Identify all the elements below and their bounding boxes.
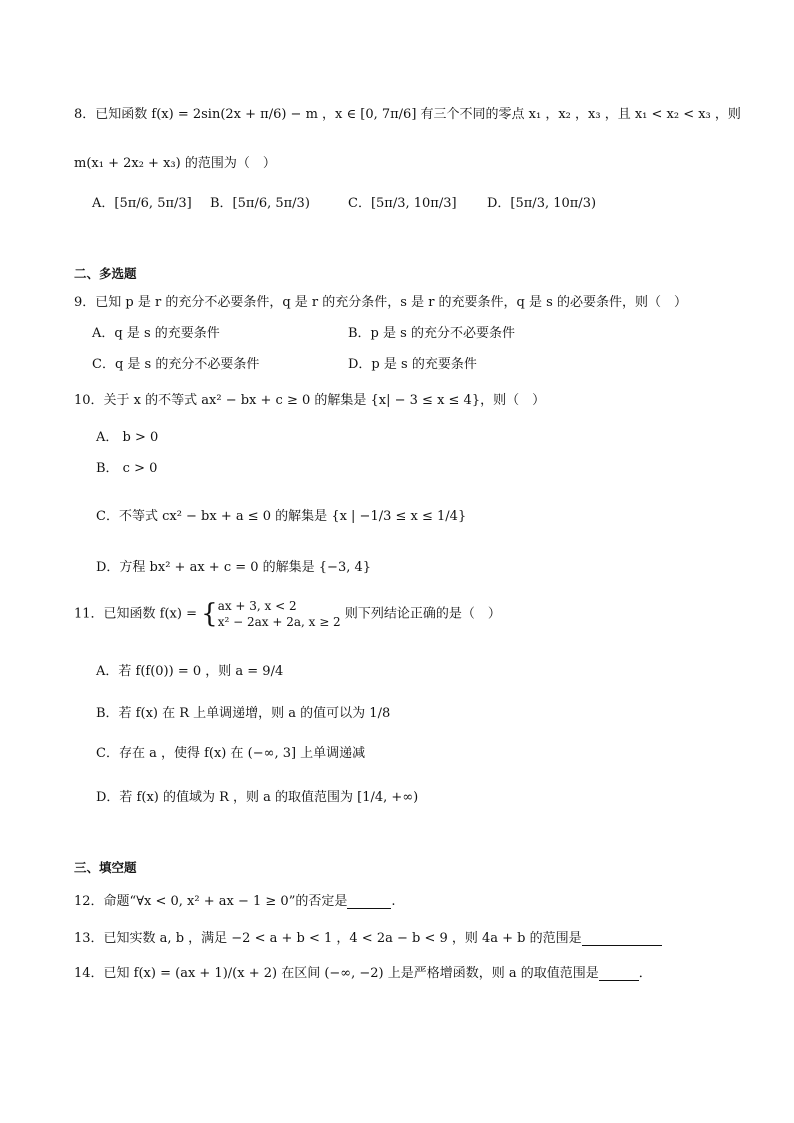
q12-text: 12．命题“∀x < 0, x² + ax − 1 ≥ 0”的否定是	[74, 894, 348, 909]
q8-option-c: C．[5π/3, 10π/3]	[348, 196, 457, 211]
q9-stem: 9．已知 p 是 r 的充分不必要条件，q 是 r 的充分条件，s 是 r 的充要条件，q 是 s 的必要条件，则（ ）	[74, 295, 687, 310]
q8-line2: m(x₁ + 2x₂ + x₃) 的范围为（ ）	[74, 156, 276, 171]
q10-option-a: A． b > 0	[96, 430, 159, 445]
q11-stem	[74, 598, 501, 630]
q9-option-a: A．q 是 s 的充要条件	[92, 326, 220, 341]
q11-piecewise	[201, 598, 341, 630]
section-fill-in-heading: 三、填空题	[74, 860, 137, 875]
section-multiple-choice-heading: 二、多选题	[74, 266, 137, 281]
q11-option-d: D．若 f(x) 的值域为 R ，则 a 的取值范围为 [1/4, +∞)	[96, 790, 419, 805]
q13-line	[74, 927, 662, 946]
q8-option-d: D．[5π/3, 10π/3)	[487, 196, 597, 211]
q8-option-a: A．[5π/6, 5π/3]	[92, 196, 192, 211]
q10-option-d: D．方程 bx² + ax + c = 0 的解集是 {−3, 4}	[96, 560, 372, 575]
q10-option-c: C．不等式 cx² − bx + a ≤ 0 的解集是 {x | −1/3 ≤ x ≤ 1/4}	[96, 509, 467, 524]
q9-option-d: D．p 是 s 的充要条件	[348, 357, 477, 372]
q10-option-b: B． c > 0	[96, 461, 158, 476]
q11-option-c: C．存在 a ，使得 f(x) 在 (−∞, 3] 上单调递减	[96, 746, 366, 761]
q12-answer-blank[interactable]	[347, 908, 391, 909]
q11-case-2: x² − 2ax + 2a, x ≥ 2	[217, 615, 341, 630]
q14-answer-blank[interactable]	[599, 980, 639, 981]
q11-stem-prefix: 11．已知函数 f(x) =	[74, 606, 197, 622]
q11-option-a: A．若 f(f(0)) = 0 ，则 a = 9/4	[96, 664, 284, 679]
q11-option-b: B．若 f(x) 在 R 上单调递增，则 a 的值可以为 1/8	[96, 706, 391, 721]
q8-line1: 8．已知函数 f(x) = 2sin(2x + π/6) − m ，x ∈ [0, 7π/6] 有三个不同的零点 x₁ ，x₂ ，x₃ ，且 x₁ < x₂ < x₃ ，则	[74, 107, 741, 122]
q9-option-b: B．p 是 s 的充分不必要条件	[348, 326, 515, 341]
q11-case-1: ax + 3, x < 2	[217, 599, 297, 613]
q13-answer-blank[interactable]	[582, 945, 662, 946]
q8-option-b: B．[5π/6, 5π/3)	[210, 196, 310, 211]
q9-option-c: C．q 是 s 的充分不必要条件	[92, 357, 260, 372]
q13-text: 13．已知实数 a, b ，满足 −2 < a + b < 1 ，4 < 2a − b < 9 ，则 4a + b 的范围是	[74, 931, 582, 946]
q12-line: 12．命题“∀x < 0, x² + ax − 1 ≥ 0”的否定是 .	[74, 894, 396, 909]
left-brace-icon: {	[201, 599, 218, 630]
q14-line: 14．已知 f(x) = (ax + 1)/(x + 2) 在区间 (−∞, −2) 上是严格增函数，则 a 的取值范围是 ．	[74, 966, 652, 981]
q14-text: 14．已知 f(x) = (ax + 1)/(x + 2) 在区间 (−∞, −2) 上是严格增函数，则 a 的取值范围是	[74, 966, 599, 981]
q10-stem: 10．关于 x 的不等式 ax² − bx + c ≥ 0 的解集是 {x| − 3 ≤ x ≤ 4}，则（ ）	[74, 393, 546, 408]
q11-stem-suffix: 则下列结论正确的是（ ）	[344, 606, 501, 622]
